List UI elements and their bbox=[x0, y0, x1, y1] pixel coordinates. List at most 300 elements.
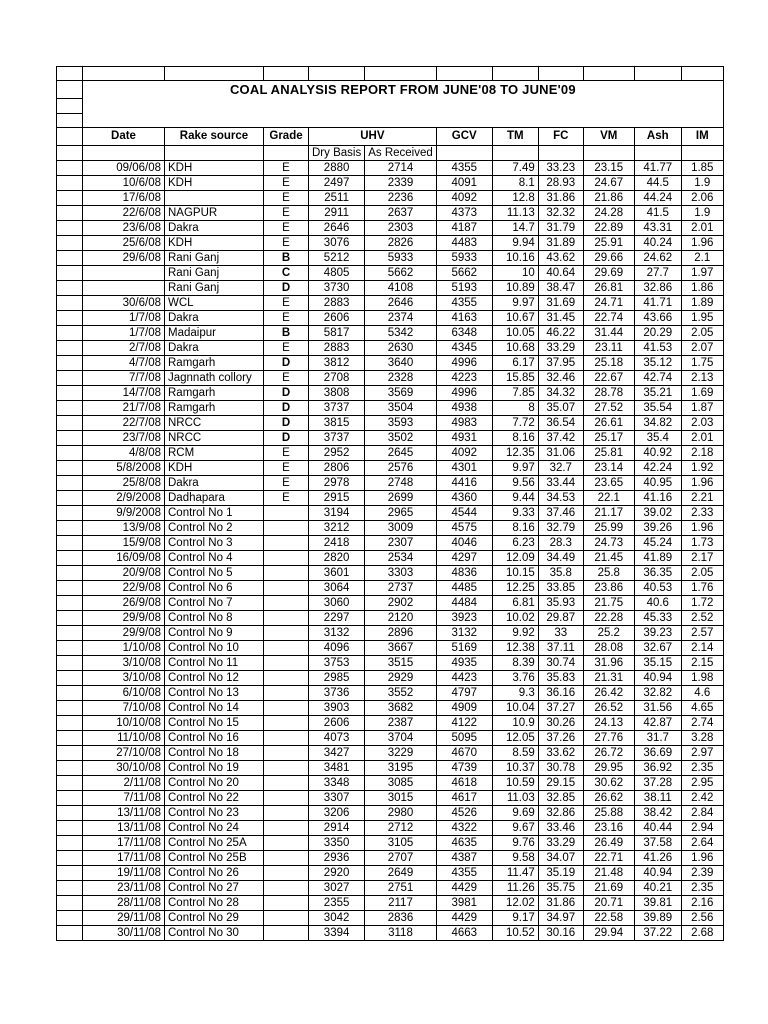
table-row bbox=[57, 190, 724, 205]
table-row bbox=[57, 580, 724, 595]
uhv-dry-cell: 3753 bbox=[309, 655, 365, 670]
rake-source-cell bbox=[165, 190, 264, 205]
vm-cell: 29.69 bbox=[583, 265, 634, 280]
gcv-cell: 4223 bbox=[436, 370, 492, 385]
date-cell: 17/6/08 bbox=[83, 190, 165, 205]
ash-cell: 31.56 bbox=[634, 700, 681, 715]
gcv-cell: 4345 bbox=[436, 340, 492, 355]
gcv-cell: 4387 bbox=[436, 850, 492, 865]
fc-cell: 35.83 bbox=[538, 670, 583, 685]
uhv-dry-cell: 2820 bbox=[309, 550, 365, 565]
table-row bbox=[57, 745, 724, 760]
vm-cell: 28.78 bbox=[583, 385, 634, 400]
rake-source-cell: Dakra bbox=[165, 475, 264, 490]
table-row bbox=[57, 340, 724, 355]
grade-cell bbox=[264, 565, 309, 580]
fc-cell: 33.85 bbox=[538, 580, 583, 595]
gcv-cell: 4416 bbox=[436, 475, 492, 490]
rake-source-cell: Control No 12 bbox=[165, 670, 264, 685]
grade-cell: C bbox=[264, 265, 309, 280]
rake-source-cell: Control No 5 bbox=[165, 565, 264, 580]
im-cell: 1.75 bbox=[681, 355, 723, 370]
table-row bbox=[57, 595, 724, 610]
uhv-dry-cell: 3737 bbox=[309, 430, 365, 445]
fc-cell: 31.45 bbox=[538, 310, 583, 325]
fc-cell: 36.54 bbox=[538, 415, 583, 430]
gcv-cell: 4484 bbox=[436, 595, 492, 610]
vm-cell: 21.45 bbox=[583, 550, 634, 565]
uhv-dry-cell: 2915 bbox=[309, 490, 365, 505]
grade-cell: D bbox=[264, 415, 309, 430]
rake-source-cell: Control No 19 bbox=[165, 760, 264, 775]
tm-cell: 10.05 bbox=[492, 325, 538, 340]
vm-cell: 24.28 bbox=[583, 205, 634, 220]
date-cell: 30/6/08 bbox=[83, 295, 165, 310]
grade-cell: B bbox=[264, 250, 309, 265]
vm-cell: 22.89 bbox=[583, 220, 634, 235]
im-cell: 1.73 bbox=[681, 535, 723, 550]
gcv-cell: 4429 bbox=[436, 910, 492, 925]
date-cell: 14/7/08 bbox=[83, 385, 165, 400]
vm-cell: 25.88 bbox=[583, 805, 634, 820]
im-cell: 2.33 bbox=[681, 505, 723, 520]
uhv-received-cell: 2707 bbox=[365, 850, 437, 865]
vm-cell: 21.48 bbox=[583, 865, 634, 880]
header-gcv: GCV bbox=[436, 127, 492, 145]
fc-cell: 43.62 bbox=[538, 250, 583, 265]
vm-cell: 25.91 bbox=[583, 235, 634, 250]
uhv-received-cell: 3682 bbox=[365, 700, 437, 715]
tm-cell: 10.52 bbox=[492, 925, 538, 940]
uhv-received-cell: 2637 bbox=[365, 205, 437, 220]
uhv-dry-cell: 3350 bbox=[309, 835, 365, 850]
gcv-cell: 4122 bbox=[436, 715, 492, 730]
spreadsheet bbox=[56, 66, 724, 941]
gcv-cell: 4909 bbox=[436, 700, 492, 715]
uhv-dry-cell: 3737 bbox=[309, 400, 365, 415]
uhv-received-cell: 3552 bbox=[365, 685, 437, 700]
ash-cell: 32.67 bbox=[634, 640, 681, 655]
table-row bbox=[57, 460, 724, 475]
gcv-cell: 4355 bbox=[436, 160, 492, 175]
rake-source-cell: KDH bbox=[165, 460, 264, 475]
grade-cell bbox=[264, 745, 309, 760]
fc-cell: 32.32 bbox=[538, 205, 583, 220]
ash-cell: 41.71 bbox=[634, 295, 681, 310]
uhv-dry-cell: 2914 bbox=[309, 820, 365, 835]
im-cell: 2.52 bbox=[681, 610, 723, 625]
rake-source-cell: Control No 29 bbox=[165, 910, 264, 925]
ash-cell: 39.81 bbox=[634, 895, 681, 910]
gcv-cell: 4635 bbox=[436, 835, 492, 850]
table-row bbox=[57, 865, 724, 880]
rake-source-cell: Control No 3 bbox=[165, 535, 264, 550]
im-cell: 2.01 bbox=[681, 430, 723, 445]
vm-cell: 25.8 bbox=[583, 565, 634, 580]
rake-source-cell: NAGPUR bbox=[165, 205, 264, 220]
ash-cell: 42.24 bbox=[634, 460, 681, 475]
tm-cell: 7.49 bbox=[492, 160, 538, 175]
uhv-received-cell: 2826 bbox=[365, 235, 437, 250]
rake-source-cell: NRCC bbox=[165, 415, 264, 430]
date-cell: 29/9/08 bbox=[83, 625, 165, 640]
fc-cell: 40.64 bbox=[538, 265, 583, 280]
rake-source-cell: Control No 24 bbox=[165, 820, 264, 835]
uhv-dry-cell: 3060 bbox=[309, 595, 365, 610]
uhv-dry-cell: 2606 bbox=[309, 715, 365, 730]
vm-cell: 23.15 bbox=[583, 160, 634, 175]
grade-cell bbox=[264, 880, 309, 895]
grade-cell: E bbox=[264, 490, 309, 505]
uhv-received-cell: 2387 bbox=[365, 715, 437, 730]
tm-cell: 8.1 bbox=[492, 175, 538, 190]
tm-cell: 9.3 bbox=[492, 685, 538, 700]
ash-cell: 45.33 bbox=[634, 610, 681, 625]
ash-cell: 39.89 bbox=[634, 910, 681, 925]
tm-cell: 10 bbox=[492, 265, 538, 280]
grade-cell bbox=[264, 700, 309, 715]
table-row bbox=[57, 775, 724, 790]
table-row bbox=[57, 805, 724, 820]
gcv-cell: 4983 bbox=[436, 415, 492, 430]
rake-source-cell: NRCC bbox=[165, 430, 264, 445]
vm-cell: 22.71 bbox=[583, 850, 634, 865]
gcv-cell: 4617 bbox=[436, 790, 492, 805]
grade-cell bbox=[264, 655, 309, 670]
rake-source-cell: Control No 10 bbox=[165, 640, 264, 655]
uhv-received-cell: 2737 bbox=[365, 580, 437, 595]
grade-cell: D bbox=[264, 385, 309, 400]
table-row bbox=[57, 505, 724, 520]
im-cell: 2.18 bbox=[681, 445, 723, 460]
rake-source-cell: Control No 26 bbox=[165, 865, 264, 880]
gcv-cell: 4360 bbox=[436, 490, 492, 505]
grade-cell bbox=[264, 715, 309, 730]
grade-cell bbox=[264, 730, 309, 745]
gcv-cell: 4355 bbox=[436, 865, 492, 880]
date-cell: 19/11/08 bbox=[83, 865, 165, 880]
vm-cell: 26.52 bbox=[583, 700, 634, 715]
vm-cell: 25.2 bbox=[583, 625, 634, 640]
uhv-dry-cell: 3736 bbox=[309, 685, 365, 700]
ash-cell: 31.7 bbox=[634, 730, 681, 745]
rake-source-cell: Control No 28 bbox=[165, 895, 264, 910]
ash-cell: 44.24 bbox=[634, 190, 681, 205]
header-tm: TM bbox=[492, 127, 538, 145]
grade-cell: E bbox=[264, 340, 309, 355]
title-row bbox=[57, 81, 724, 99]
uhv-received-cell: 3640 bbox=[365, 355, 437, 370]
table-row bbox=[57, 625, 724, 640]
vm-cell: 21.75 bbox=[583, 595, 634, 610]
uhv-received-cell: 2980 bbox=[365, 805, 437, 820]
vm-cell: 23.86 bbox=[583, 580, 634, 595]
vm-cell: 21.31 bbox=[583, 670, 634, 685]
tm-cell: 10.37 bbox=[492, 760, 538, 775]
date-cell: 30/10/08 bbox=[83, 760, 165, 775]
grade-cell bbox=[264, 670, 309, 685]
fc-cell: 28.3 bbox=[538, 535, 583, 550]
im-cell: 2.15 bbox=[681, 655, 723, 670]
uhv-received-cell: 2576 bbox=[365, 460, 437, 475]
subheader-as-received: As Received bbox=[365, 145, 437, 160]
fc-cell: 37.46 bbox=[538, 505, 583, 520]
empty-row bbox=[57, 67, 724, 81]
grade-cell: E bbox=[264, 190, 309, 205]
ash-cell: 41.77 bbox=[634, 160, 681, 175]
uhv-dry-cell: 3206 bbox=[309, 805, 365, 820]
im-cell: 1.72 bbox=[681, 595, 723, 610]
table-row bbox=[57, 265, 724, 280]
header-ash: Ash bbox=[634, 127, 681, 145]
tm-cell: 12.35 bbox=[492, 445, 538, 460]
uhv-received-cell: 2836 bbox=[365, 910, 437, 925]
grade-cell bbox=[264, 895, 309, 910]
table-row bbox=[57, 520, 724, 535]
ash-cell: 38.42 bbox=[634, 805, 681, 820]
ash-cell: 35.4 bbox=[634, 430, 681, 445]
im-cell: 1.9 bbox=[681, 205, 723, 220]
table-row bbox=[57, 430, 724, 445]
gcv-cell: 4355 bbox=[436, 295, 492, 310]
ash-cell: 41.26 bbox=[634, 850, 681, 865]
ash-cell: 41.16 bbox=[634, 490, 681, 505]
tm-cell: 9.58 bbox=[492, 850, 538, 865]
table-row bbox=[57, 880, 724, 895]
uhv-received-cell: 3502 bbox=[365, 430, 437, 445]
uhv-received-cell: 2339 bbox=[365, 175, 437, 190]
uhv-dry-cell: 3194 bbox=[309, 505, 365, 520]
uhv-dry-cell: 2418 bbox=[309, 535, 365, 550]
gcv-cell: 4836 bbox=[436, 565, 492, 580]
fc-cell: 34.97 bbox=[538, 910, 583, 925]
ash-cell: 43.31 bbox=[634, 220, 681, 235]
uhv-received-cell: 4108 bbox=[365, 280, 437, 295]
table-row bbox=[57, 550, 724, 565]
im-cell: 2.03 bbox=[681, 415, 723, 430]
table-row bbox=[57, 730, 724, 745]
vm-cell: 23.65 bbox=[583, 475, 634, 490]
blank-row bbox=[57, 113, 724, 127]
tm-cell: 8 bbox=[492, 400, 538, 415]
uhv-received-cell: 3515 bbox=[365, 655, 437, 670]
vm-cell: 31.96 bbox=[583, 655, 634, 670]
grade-cell bbox=[264, 865, 309, 880]
uhv-received-cell: 2630 bbox=[365, 340, 437, 355]
date-cell: 3/10/08 bbox=[83, 655, 165, 670]
date-cell: 23/7/08 bbox=[83, 430, 165, 445]
ash-cell: 40.95 bbox=[634, 475, 681, 490]
uhv-dry-cell: 4805 bbox=[309, 265, 365, 280]
rake-source-cell: Control No 25A bbox=[165, 835, 264, 850]
vm-cell: 25.99 bbox=[583, 520, 634, 535]
fc-cell: 35.8 bbox=[538, 565, 583, 580]
im-cell: 4.6 bbox=[681, 685, 723, 700]
tm-cell: 15.85 bbox=[492, 370, 538, 385]
table-row bbox=[57, 655, 724, 670]
rake-source-cell: Control No 4 bbox=[165, 550, 264, 565]
ash-cell: 39.26 bbox=[634, 520, 681, 535]
ash-cell: 34.82 bbox=[634, 415, 681, 430]
ash-cell: 35.21 bbox=[634, 385, 681, 400]
subheader-dry-basis: Dry Basis bbox=[309, 145, 365, 160]
date-cell: 2/9/2008 bbox=[83, 490, 165, 505]
rake-source-cell: Control No 30 bbox=[165, 925, 264, 940]
date-cell: 22/6/08 bbox=[83, 205, 165, 220]
vm-cell: 28.08 bbox=[583, 640, 634, 655]
date-cell: 6/10/08 bbox=[83, 685, 165, 700]
tm-cell: 12.8 bbox=[492, 190, 538, 205]
im-cell: 2.42 bbox=[681, 790, 723, 805]
gcv-cell: 4575 bbox=[436, 520, 492, 535]
im-cell: 1.89 bbox=[681, 295, 723, 310]
table-row bbox=[57, 220, 724, 235]
uhv-dry-cell: 2606 bbox=[309, 310, 365, 325]
tm-cell: 9.17 bbox=[492, 910, 538, 925]
ash-cell: 39.02 bbox=[634, 505, 681, 520]
uhv-dry-cell: 2978 bbox=[309, 475, 365, 490]
fc-cell: 33.46 bbox=[538, 820, 583, 835]
date-cell: 29/6/08 bbox=[83, 250, 165, 265]
table-row bbox=[57, 640, 724, 655]
fc-cell: 37.42 bbox=[538, 430, 583, 445]
gcv-cell: 4618 bbox=[436, 775, 492, 790]
im-cell: 2.35 bbox=[681, 880, 723, 895]
uhv-dry-cell: 2497 bbox=[309, 175, 365, 190]
uhv-received-cell: 2645 bbox=[365, 445, 437, 460]
header-grade: Grade bbox=[264, 127, 309, 145]
vm-cell: 22.67 bbox=[583, 370, 634, 385]
uhv-received-cell: 2649 bbox=[365, 865, 437, 880]
table-row bbox=[57, 160, 724, 175]
header-im: IM bbox=[681, 127, 723, 145]
date-cell: 1/10/08 bbox=[83, 640, 165, 655]
tm-cell: 9.67 bbox=[492, 820, 538, 835]
ash-cell: 39.23 bbox=[634, 625, 681, 640]
fc-cell: 33.62 bbox=[538, 745, 583, 760]
vm-cell: 24.13 bbox=[583, 715, 634, 730]
rake-source-cell: KDH bbox=[165, 160, 264, 175]
tm-cell: 9.97 bbox=[492, 295, 538, 310]
uhv-received-cell: 3704 bbox=[365, 730, 437, 745]
im-cell: 1.97 bbox=[681, 265, 723, 280]
vm-cell: 25.81 bbox=[583, 445, 634, 460]
fc-cell: 30.74 bbox=[538, 655, 583, 670]
uhv-dry-cell: 3601 bbox=[309, 565, 365, 580]
date-cell: 30/11/08 bbox=[83, 925, 165, 940]
uhv-dry-cell: 3903 bbox=[309, 700, 365, 715]
im-cell: 4.65 bbox=[681, 700, 723, 715]
im-cell: 2.05 bbox=[681, 565, 723, 580]
uhv-received-cell: 3009 bbox=[365, 520, 437, 535]
im-cell: 2.84 bbox=[681, 805, 723, 820]
im-cell: 1.95 bbox=[681, 310, 723, 325]
tm-cell: 8.59 bbox=[492, 745, 538, 760]
fc-cell: 38.47 bbox=[538, 280, 583, 295]
tm-cell: 9.69 bbox=[492, 805, 538, 820]
fc-cell: 30.16 bbox=[538, 925, 583, 940]
grade-cell: D bbox=[264, 355, 309, 370]
uhv-received-cell: 2965 bbox=[365, 505, 437, 520]
tm-cell: 10.67 bbox=[492, 310, 538, 325]
gcv-cell: 4046 bbox=[436, 535, 492, 550]
ash-cell: 40.92 bbox=[634, 445, 681, 460]
fc-cell: 37.95 bbox=[538, 355, 583, 370]
fc-cell: 34.53 bbox=[538, 490, 583, 505]
vm-cell: 25.17 bbox=[583, 430, 634, 445]
ash-cell: 45.24 bbox=[634, 535, 681, 550]
grade-cell: E bbox=[264, 235, 309, 250]
rake-source-cell: Ramgarh bbox=[165, 385, 264, 400]
coal-analysis-table bbox=[56, 66, 724, 941]
im-cell: 1.96 bbox=[681, 520, 723, 535]
grade-cell bbox=[264, 550, 309, 565]
fc-cell: 33.23 bbox=[538, 160, 583, 175]
vm-cell: 27.76 bbox=[583, 730, 634, 745]
fc-cell: 35.19 bbox=[538, 865, 583, 880]
im-cell: 1.85 bbox=[681, 160, 723, 175]
uhv-dry-cell: 2911 bbox=[309, 205, 365, 220]
vm-cell: 26.62 bbox=[583, 790, 634, 805]
uhv-dry-cell: 3812 bbox=[309, 355, 365, 370]
uhv-dry-cell: 2646 bbox=[309, 220, 365, 235]
uhv-dry-cell: 3730 bbox=[309, 280, 365, 295]
grade-cell bbox=[264, 610, 309, 625]
date-cell: 25/6/08 bbox=[83, 235, 165, 250]
table-row bbox=[57, 310, 724, 325]
fc-cell: 37.27 bbox=[538, 700, 583, 715]
date-cell: 13/11/08 bbox=[83, 820, 165, 835]
uhv-received-cell: 3504 bbox=[365, 400, 437, 415]
grade-cell: E bbox=[264, 220, 309, 235]
uhv-dry-cell: 3064 bbox=[309, 580, 365, 595]
ash-cell: 37.58 bbox=[634, 835, 681, 850]
rake-source-cell: Dadhapara bbox=[165, 490, 264, 505]
ash-cell: 40.6 bbox=[634, 595, 681, 610]
uhv-received-cell: 2328 bbox=[365, 370, 437, 385]
table-row bbox=[57, 610, 724, 625]
ash-cell: 37.28 bbox=[634, 775, 681, 790]
fc-cell: 33 bbox=[538, 625, 583, 640]
vm-cell: 26.61 bbox=[583, 415, 634, 430]
im-cell: 1.9 bbox=[681, 175, 723, 190]
fc-cell: 32.46 bbox=[538, 370, 583, 385]
fc-cell: 35.93 bbox=[538, 595, 583, 610]
date-cell: 16/09/08 bbox=[83, 550, 165, 565]
grade-cell bbox=[264, 505, 309, 520]
table-row bbox=[57, 715, 724, 730]
ash-cell: 40.21 bbox=[634, 880, 681, 895]
ash-cell: 44.5 bbox=[634, 175, 681, 190]
fc-cell: 33.44 bbox=[538, 475, 583, 490]
date-cell: 2/7/08 bbox=[83, 340, 165, 355]
gcv-cell: 4544 bbox=[436, 505, 492, 520]
date-cell: 1/7/08 bbox=[83, 310, 165, 325]
im-cell: 1.98 bbox=[681, 670, 723, 685]
fc-cell: 31.69 bbox=[538, 295, 583, 310]
im-cell: 2.13 bbox=[681, 370, 723, 385]
vm-cell: 26.49 bbox=[583, 835, 634, 850]
table-row bbox=[57, 415, 724, 430]
im-cell: 1.96 bbox=[681, 235, 723, 250]
rake-source-cell: Dakra bbox=[165, 340, 264, 355]
uhv-received-cell: 2896 bbox=[365, 625, 437, 640]
fc-cell: 29.15 bbox=[538, 775, 583, 790]
grade-cell: E bbox=[264, 310, 309, 325]
uhv-received-cell: 3229 bbox=[365, 745, 437, 760]
vm-cell: 26.81 bbox=[583, 280, 634, 295]
im-cell: 2.74 bbox=[681, 715, 723, 730]
